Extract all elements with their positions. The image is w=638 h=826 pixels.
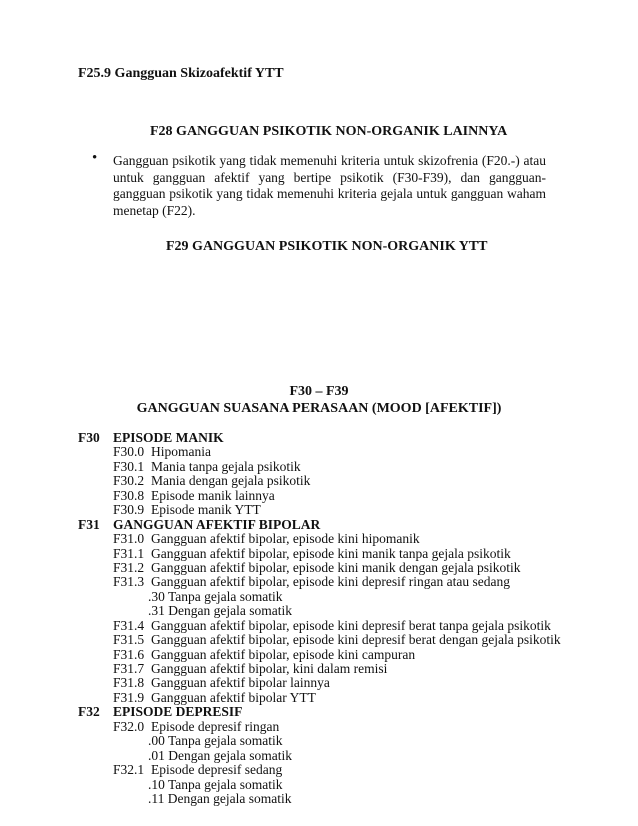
label-f32-10: .10 Tanpa gejala somatik	[148, 777, 283, 792]
code-f31-4: F31.4	[113, 618, 145, 633]
label-f31-31: .31 Dengan gejala somatik	[148, 603, 292, 618]
label-f30-9: Episode manik YTT	[151, 502, 261, 517]
code-f30-8: F30.8	[113, 488, 145, 503]
label-f31-5: Gangguan afektif bipolar, episode kini depresif berat dengan gejala psikotik	[151, 632, 561, 647]
code-f31-0: F31.0	[113, 531, 145, 546]
label-f31-7: Gangguan afektif bipolar, kini dalam remisi	[151, 661, 388, 676]
label-f32-01: .01 Dengan gejala somatik	[148, 748, 292, 763]
code-f30-1: F30.1	[113, 459, 145, 474]
code-f31-7: F31.7	[113, 661, 145, 676]
label-f30: EPISODE MANIK	[113, 430, 224, 445]
code-f31-9: F31.9	[113, 690, 145, 705]
code-f30-2: F30.2	[113, 473, 145, 488]
code-f31-5: F31.5	[113, 632, 145, 647]
label-f32-0: Episode depresif ringan	[151, 719, 280, 734]
code-f32: F32	[78, 704, 100, 719]
label-f30-2: Mania dengan gejala psikotik	[151, 473, 311, 488]
label-f31-30: .30 Tanpa gejala somatik	[148, 589, 283, 604]
label-f31-0: Gangguan afektif bipolar, episode kini hipomanik	[151, 531, 420, 546]
f29-title: F29 GANGGUAN PSIKOTIK NON-ORGANIK YTT	[166, 239, 488, 254]
label-f32-00: .00 Tanpa gejala somatik	[148, 733, 283, 748]
code-f30: F30	[78, 430, 100, 445]
top-heading: F25.9 Gangguan Skizoafektif YTT	[78, 66, 284, 81]
code-f31: F31	[78, 517, 100, 532]
bullet-marker: •	[92, 150, 98, 166]
code-f30-9: F30.9	[113, 502, 145, 517]
section-range: F30 – F39	[289, 384, 349, 399]
section-title: GANGGUAN SUASANA PERASAAN (MOOD [AFEKTIF])	[136, 401, 502, 416]
label-f32-1: Episode depresif sedang	[151, 762, 283, 777]
label-f31: GANGGUAN AFEKTIF BIPOLAR	[113, 517, 321, 532]
code-f32-0: F32.0	[113, 719, 145, 734]
f28-title: F28 GANGGUAN PSIKOTIK NON-ORGANIK LAINNYA	[150, 124, 508, 139]
code-f32-1: F32.1	[113, 762, 145, 777]
label-f31-4: Gangguan afektif bipolar, episode kini depresif berat tanpa gejala psikotik	[151, 618, 551, 633]
label-f31-8: Gangguan afektif bipolar lainnya	[151, 675, 330, 690]
code-f31-1: F31.1	[113, 546, 145, 561]
code-f30-0: F30.0	[113, 444, 145, 459]
code-f31-2: F31.2	[113, 560, 145, 575]
code-f31-6: F31.6	[113, 647, 145, 662]
label-f32: EPISODE DEPRESIF	[113, 704, 243, 719]
label-f30-0: Hipomania	[151, 444, 211, 459]
label-f30-8: Episode manik lainnya	[151, 488, 275, 503]
label-f32-11: .11 Dengan gejala somatik	[148, 791, 292, 806]
label-f31-6: Gangguan afektif bipolar, episode kini campuran	[151, 647, 416, 662]
label-f30-1: Mania tanpa gejala psikotik	[151, 459, 301, 474]
label-f31-3: Gangguan afektif bipolar, episode kini depresif ringan atau sedang	[151, 574, 510, 589]
label-f31-1: Gangguan afektif bipolar, episode kini manik tanpa gejala psikotik	[151, 546, 511, 561]
label-f31-2: Gangguan afektif bipolar, episode kini manik dengan gejala psikotik	[151, 560, 521, 575]
label-f31-9: Gangguan afektif bipolar YTT	[151, 690, 316, 705]
f28-paragraph: Gangguan psikotik yang tidak memenuhi kriteria untuk skizofrenia (F20.-) atau untuk gangguan afektif yang bertipe psikotik (F30-F39), dan gangguan-gangguan psikotik yang tidak memenuhi kriteria gejala untuk gangguan waham menetap (F22).	[113, 153, 546, 218]
code-f31-8: F31.8	[113, 675, 145, 690]
code-f31-3: F31.3	[113, 574, 145, 589]
